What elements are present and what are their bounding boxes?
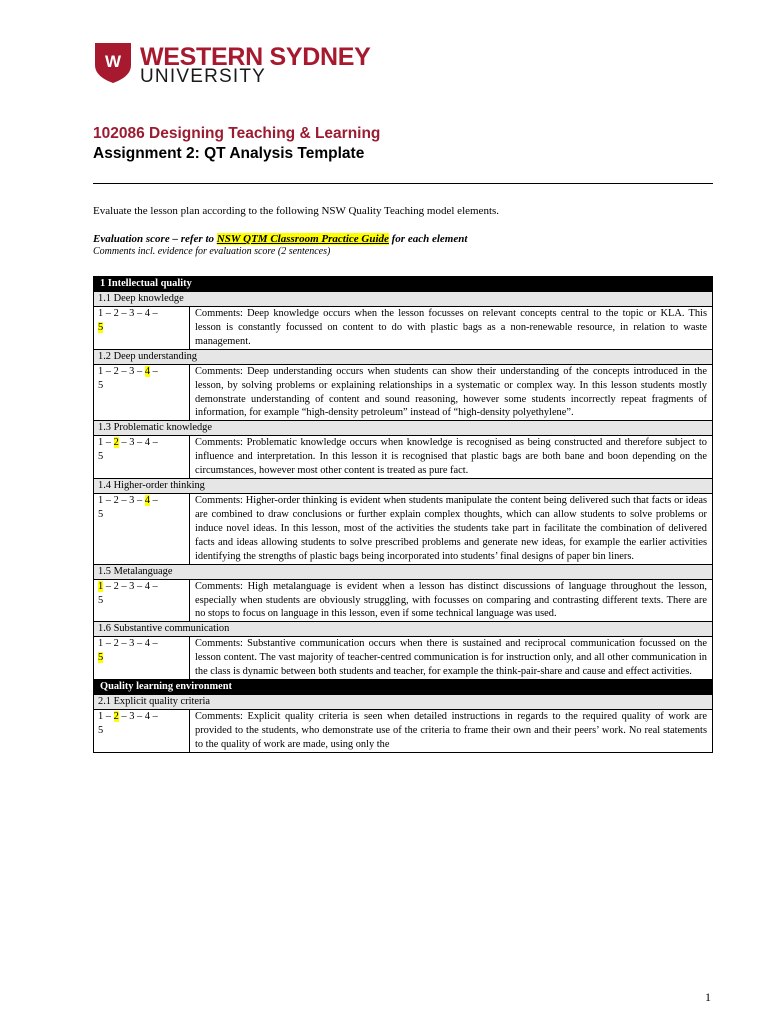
score-cell[interactable] bbox=[94, 710, 190, 753]
element-row bbox=[94, 307, 713, 350]
score-scale-line-1: 1 – 2 – 3 – 4 – bbox=[98, 711, 158, 723]
title-divider bbox=[93, 183, 713, 184]
logo-line-1: WESTERN SYDNEY bbox=[140, 43, 371, 71]
element-title: 1.4 Higher-order thinking bbox=[94, 479, 713, 494]
score-scale-line-1: 1 – 2 – 3 – 4 – bbox=[98, 365, 158, 377]
element-header-row bbox=[94, 421, 713, 436]
element-row bbox=[94, 364, 713, 421]
score-scale-line-1: 1 – 2 – 3 – 4 – bbox=[98, 308, 158, 319]
element-header-row bbox=[94, 292, 713, 307]
score-cell[interactable] bbox=[94, 364, 190, 421]
score-scale-line-2: 5 bbox=[98, 508, 104, 520]
element-row bbox=[94, 637, 713, 680]
element-header-row bbox=[94, 349, 713, 364]
score-cell[interactable] bbox=[94, 637, 190, 680]
selected-score: 5 bbox=[98, 652, 104, 664]
comment-cell[interactable]: Comments: Problematic knowledge occurs when knowledge is recognised as being constructed and therefore subject to influence and interpretation. In this lesson it is recognised that plastic bags are both bane and boon depending on the circumstances, however most other content is treated as pure fact. bbox=[190, 436, 713, 479]
score-scale-line-1: 1 – 2 – 3 – 4 – bbox=[98, 638, 158, 650]
page-number: 1 bbox=[705, 990, 711, 1004]
intro-text: Evaluate the lesson plan according to the following NSW Quality Teaching model elements. bbox=[93, 205, 500, 217]
score-scale-line-2: 5 bbox=[98, 594, 104, 606]
section-title: 1 Intellectual quality bbox=[94, 277, 713, 292]
qt-analysis-table bbox=[93, 276, 713, 753]
comment-cell[interactable]: Comments: Deep knowledge occurs when the lesson focusses on relevant concepts central to the topic or KLA. This lesson is constantly focussed on content to do with plastic bags as a non-renewable resource, in relation to waste management. bbox=[190, 307, 713, 350]
evaluation-suffix: for each element bbox=[388, 233, 468, 245]
selected-score: 1 bbox=[98, 580, 104, 592]
element-title: 1.3 Problematic knowledge bbox=[94, 421, 713, 436]
selected-score: 4 bbox=[144, 495, 150, 507]
score-scale-line-1: 1 – 2 – 3 – 4 – bbox=[98, 495, 158, 507]
element-header-row bbox=[94, 622, 713, 637]
selected-score: 4 bbox=[144, 365, 150, 377]
score-cell[interactable] bbox=[94, 307, 190, 350]
element-header-row bbox=[94, 564, 713, 579]
element-title: 1.5 Metalanguage bbox=[94, 564, 713, 579]
score-cell[interactable] bbox=[94, 579, 190, 622]
score-scale-line-2: 5 bbox=[98, 724, 104, 736]
comment-cell[interactable]: Comments: Higher-order thinking is evident when students manipulate the content being delivered such that facts or ideas are combined to draw conclusions or further explain complex thoughts, which can allow students to solve problems or induce novel ideas. In this lesson, most of the activities the students take part in facilitate the combination of delivered facts and ideas allowing students to solve prescribed problems and generate new ideas, for example the earlier activities identifying the strengths of plastic bags being incorporated into students’ final designs of paper bin liners. bbox=[190, 494, 713, 565]
element-title: 2.1 Explicit quality criteria bbox=[94, 695, 713, 710]
assignment-title: Assignment 2: QT Analysis Template bbox=[93, 145, 365, 162]
element-title: 1.6 Substantive communication bbox=[94, 622, 713, 637]
element-row bbox=[94, 436, 713, 479]
evaluation-prefix: Evaluation score – refer to bbox=[93, 233, 217, 245]
comment-cell[interactable]: Comments: Substantive communication occurs when there is sustained and reciprocal communication focussed on the lesson content. The vast majority of teacher-centred communication is for instruction only, and all other communication in the class is dynamic between both students and teacher, for example the think-pair-share and cause and effect activities. bbox=[190, 637, 713, 680]
score-scale-line-2 bbox=[98, 651, 185, 665]
section-header-row bbox=[94, 277, 713, 292]
score-scale-line-1: 1 – 2 – 3 – 4 – bbox=[98, 437, 158, 449]
score-scale-line-2: 5 bbox=[98, 451, 104, 463]
comment-cell[interactable]: Comments: Deep understanding occurs when students can show their understanding of the concepts introduced in the lesson, by solving problems or explaining relationships in a systematic or complex way. In this lesson students mostly demonstrate understanding of content and sound reasoning, however some students incorrectly repeat fragments of information, for example “high-density petroleum” instead of “high-density polyethylene”. bbox=[190, 364, 713, 421]
svg-text:W: W bbox=[104, 52, 122, 71]
score-cell[interactable] bbox=[94, 494, 190, 565]
element-row bbox=[94, 710, 713, 753]
comment-cell[interactable]: Comments: High metalanguage is evident when a lesson has distinct discussions of language throughout the lesson, especially when students are obviously struggling, with focusses on comparing and contrasting different texts. There are no stops to focus on language in this lesson, even if some technical language was used. bbox=[190, 579, 713, 622]
element-row bbox=[94, 494, 713, 565]
selected-score: 5 bbox=[98, 321, 104, 333]
score-scale-line-2: 5 bbox=[98, 379, 104, 391]
unit-title: 102086 Designing Teaching & Learning bbox=[93, 125, 381, 142]
score-scale-line-2 bbox=[98, 321, 185, 335]
practice-guide-link[interactable]: NSW QTM Classroom Practice Guide bbox=[216, 233, 389, 245]
university-logo bbox=[95, 43, 371, 105]
element-row bbox=[94, 579, 713, 622]
score-scale-line-1: 1 – 2 – 3 – 4 – bbox=[98, 580, 158, 592]
comment-cell[interactable]: Comments: Explicit quality criteria is seen when detailed instructions in regards to the required quality of work are provided to the students, who demonstrate use of the criteria to frame their own and their peers’ work. No real statements to the quality of work are made, using only the bbox=[190, 710, 713, 753]
element-header-row bbox=[94, 479, 713, 494]
selected-score: 2 bbox=[113, 711, 119, 723]
element-header-row bbox=[94, 695, 713, 710]
selected-score: 2 bbox=[113, 437, 119, 449]
section-title: Quality learning environment bbox=[94, 680, 713, 695]
score-cell[interactable] bbox=[94, 436, 190, 479]
shield-logo-icon bbox=[95, 43, 131, 83]
element-title: 1.1 Deep knowledge bbox=[94, 292, 713, 307]
section-header-row bbox=[94, 680, 713, 695]
evaluation-instruction bbox=[93, 233, 467, 245]
element-title: 1.2 Deep understanding bbox=[94, 349, 713, 364]
logo-line-2: UNIVERSITY bbox=[140, 66, 267, 87]
comment-note: Comments incl. evidence for evaluation score (2 sentences) bbox=[93, 246, 331, 257]
